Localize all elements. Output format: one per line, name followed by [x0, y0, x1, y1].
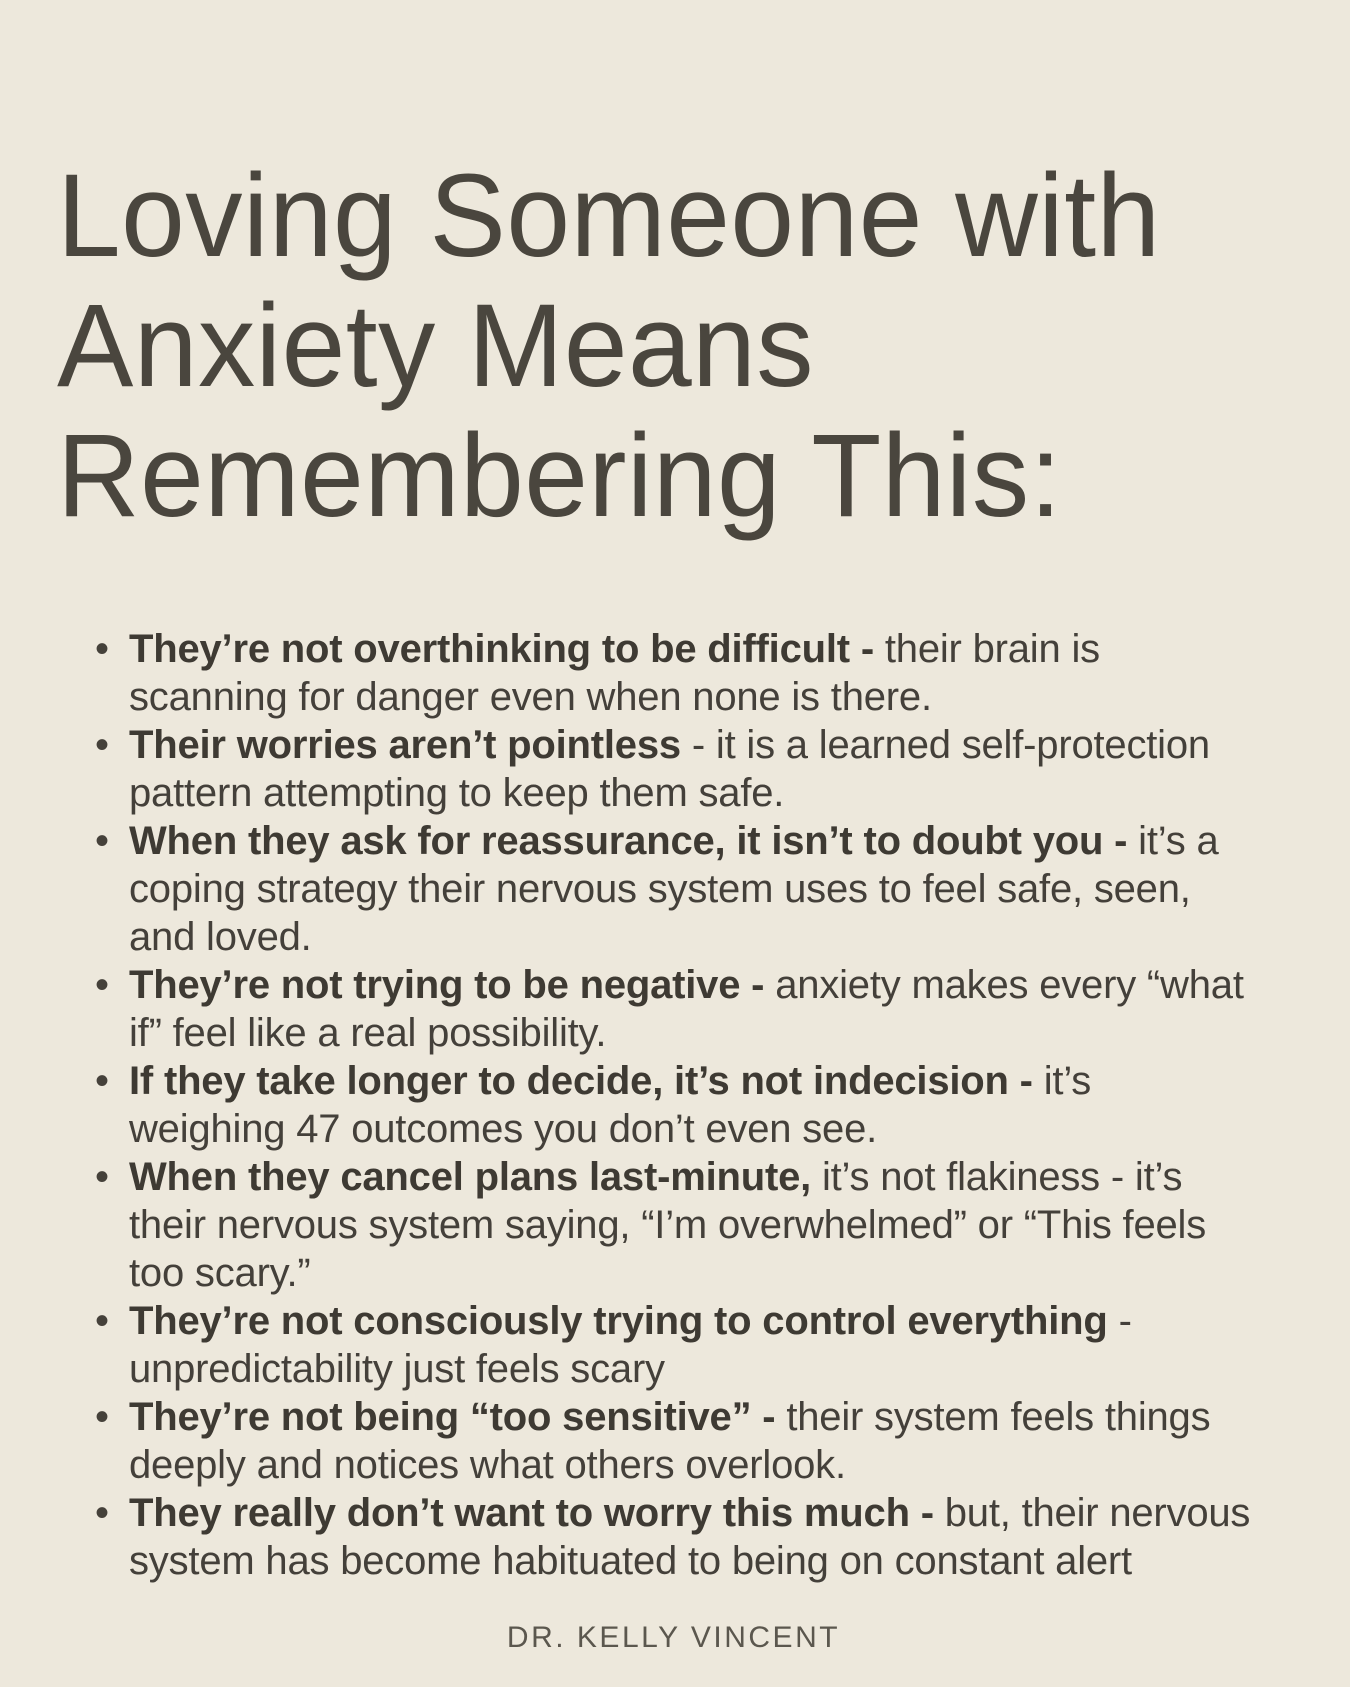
bullet-text-regular: - unpredictability just feels scary: [129, 1299, 1132, 1392]
bullet-text: [129, 721, 1255, 817]
list-item: [95, 1297, 1255, 1393]
bullet-text-bold: They’re not being “too sensitive” -: [129, 1395, 776, 1440]
list-item: [95, 721, 1255, 817]
bullet-text: [129, 817, 1255, 961]
bullet-text-bold: When they ask for reassurance, it isn’t to doubt you -: [129, 819, 1128, 864]
bullet-text-regular: their brain is scanning for danger even when none is there.: [129, 627, 1100, 720]
bullet-text-bold: When they cancel plans last-minute,: [129, 1155, 812, 1200]
bullet-text-bold: Their worries aren’t pointless: [129, 723, 681, 768]
bullet-dot-icon: •: [95, 1059, 110, 1104]
bullet-text-regular: - it is a learned self-protection pattern attempting to keep them safe.: [129, 723, 1210, 816]
bullet-text-bold: They really don’t want to worry this much -: [129, 1491, 934, 1536]
title-line: Anxiety Means: [57, 280, 815, 413]
list-item: [95, 1489, 1255, 1585]
list-item: [95, 625, 1255, 721]
bullet-dot-icon: •: [95, 819, 110, 864]
list-item: [95, 1393, 1255, 1489]
list-item: [95, 1057, 1255, 1153]
bullet-dot-icon: •: [95, 627, 110, 672]
bullet-text-regular: it’s weighing 47 outcomes you don’t even see.: [129, 1059, 1092, 1152]
bullet-text-regular: their system feels things deeply and notices what others overlook.: [129, 1395, 1211, 1488]
bullet-text-regular: anxiety makes every “what if” feel like a real possibility.: [129, 963, 1244, 1056]
bullet-text-bold: They’re not trying to be negative -: [129, 963, 765, 1008]
list-item: [95, 817, 1255, 961]
bullet-text-regular: it’s not flakiness - it’s their nervous system saying, “I’m overwhelmed” or “This feels too scary.”: [129, 1155, 1207, 1296]
list-item: [95, 1153, 1255, 1297]
page-title: [57, 151, 1253, 541]
bullet-dot-icon: •: [95, 1155, 110, 1200]
bullet-text-regular: it’s a coping strategy their nervous system uses to feel safe, seen, and loved.: [129, 819, 1219, 960]
bullet-dot-icon: •: [95, 1299, 110, 1344]
bullet-text-bold: If they take longer to decide, it’s not indecision -: [129, 1059, 1033, 1104]
bullet-dot-icon: •: [95, 1491, 110, 1536]
bullet-text-regular: but, their nervous system has become habituated to being on constant alert: [129, 1491, 1251, 1584]
bullet-text: [129, 625, 1255, 721]
bullet-text-bold: They’re not consciously trying to control everything: [129, 1299, 1108, 1344]
bullet-text-bold: They’re not overthinking to be difficult -: [129, 627, 874, 672]
bullet-dot-icon: •: [95, 1395, 110, 1440]
author-credit: DR. KELLY VINCENT: [506, 1621, 841, 1655]
bullet-text: [129, 1153, 1255, 1297]
bullet-dot-icon: •: [95, 963, 110, 1008]
bullet-list: [57, 625, 1255, 1585]
list-item: [95, 961, 1255, 1057]
bullet-text: [129, 1057, 1255, 1153]
title-line: Remembering This:: [57, 410, 1062, 543]
bullet-text: [129, 1489, 1255, 1585]
bullet-text: [129, 1393, 1255, 1489]
bullet-text: [129, 961, 1255, 1057]
title-line: Loving Someone with: [57, 150, 1161, 283]
bullet-dot-icon: •: [95, 723, 110, 768]
bullet-text: [129, 1297, 1255, 1393]
